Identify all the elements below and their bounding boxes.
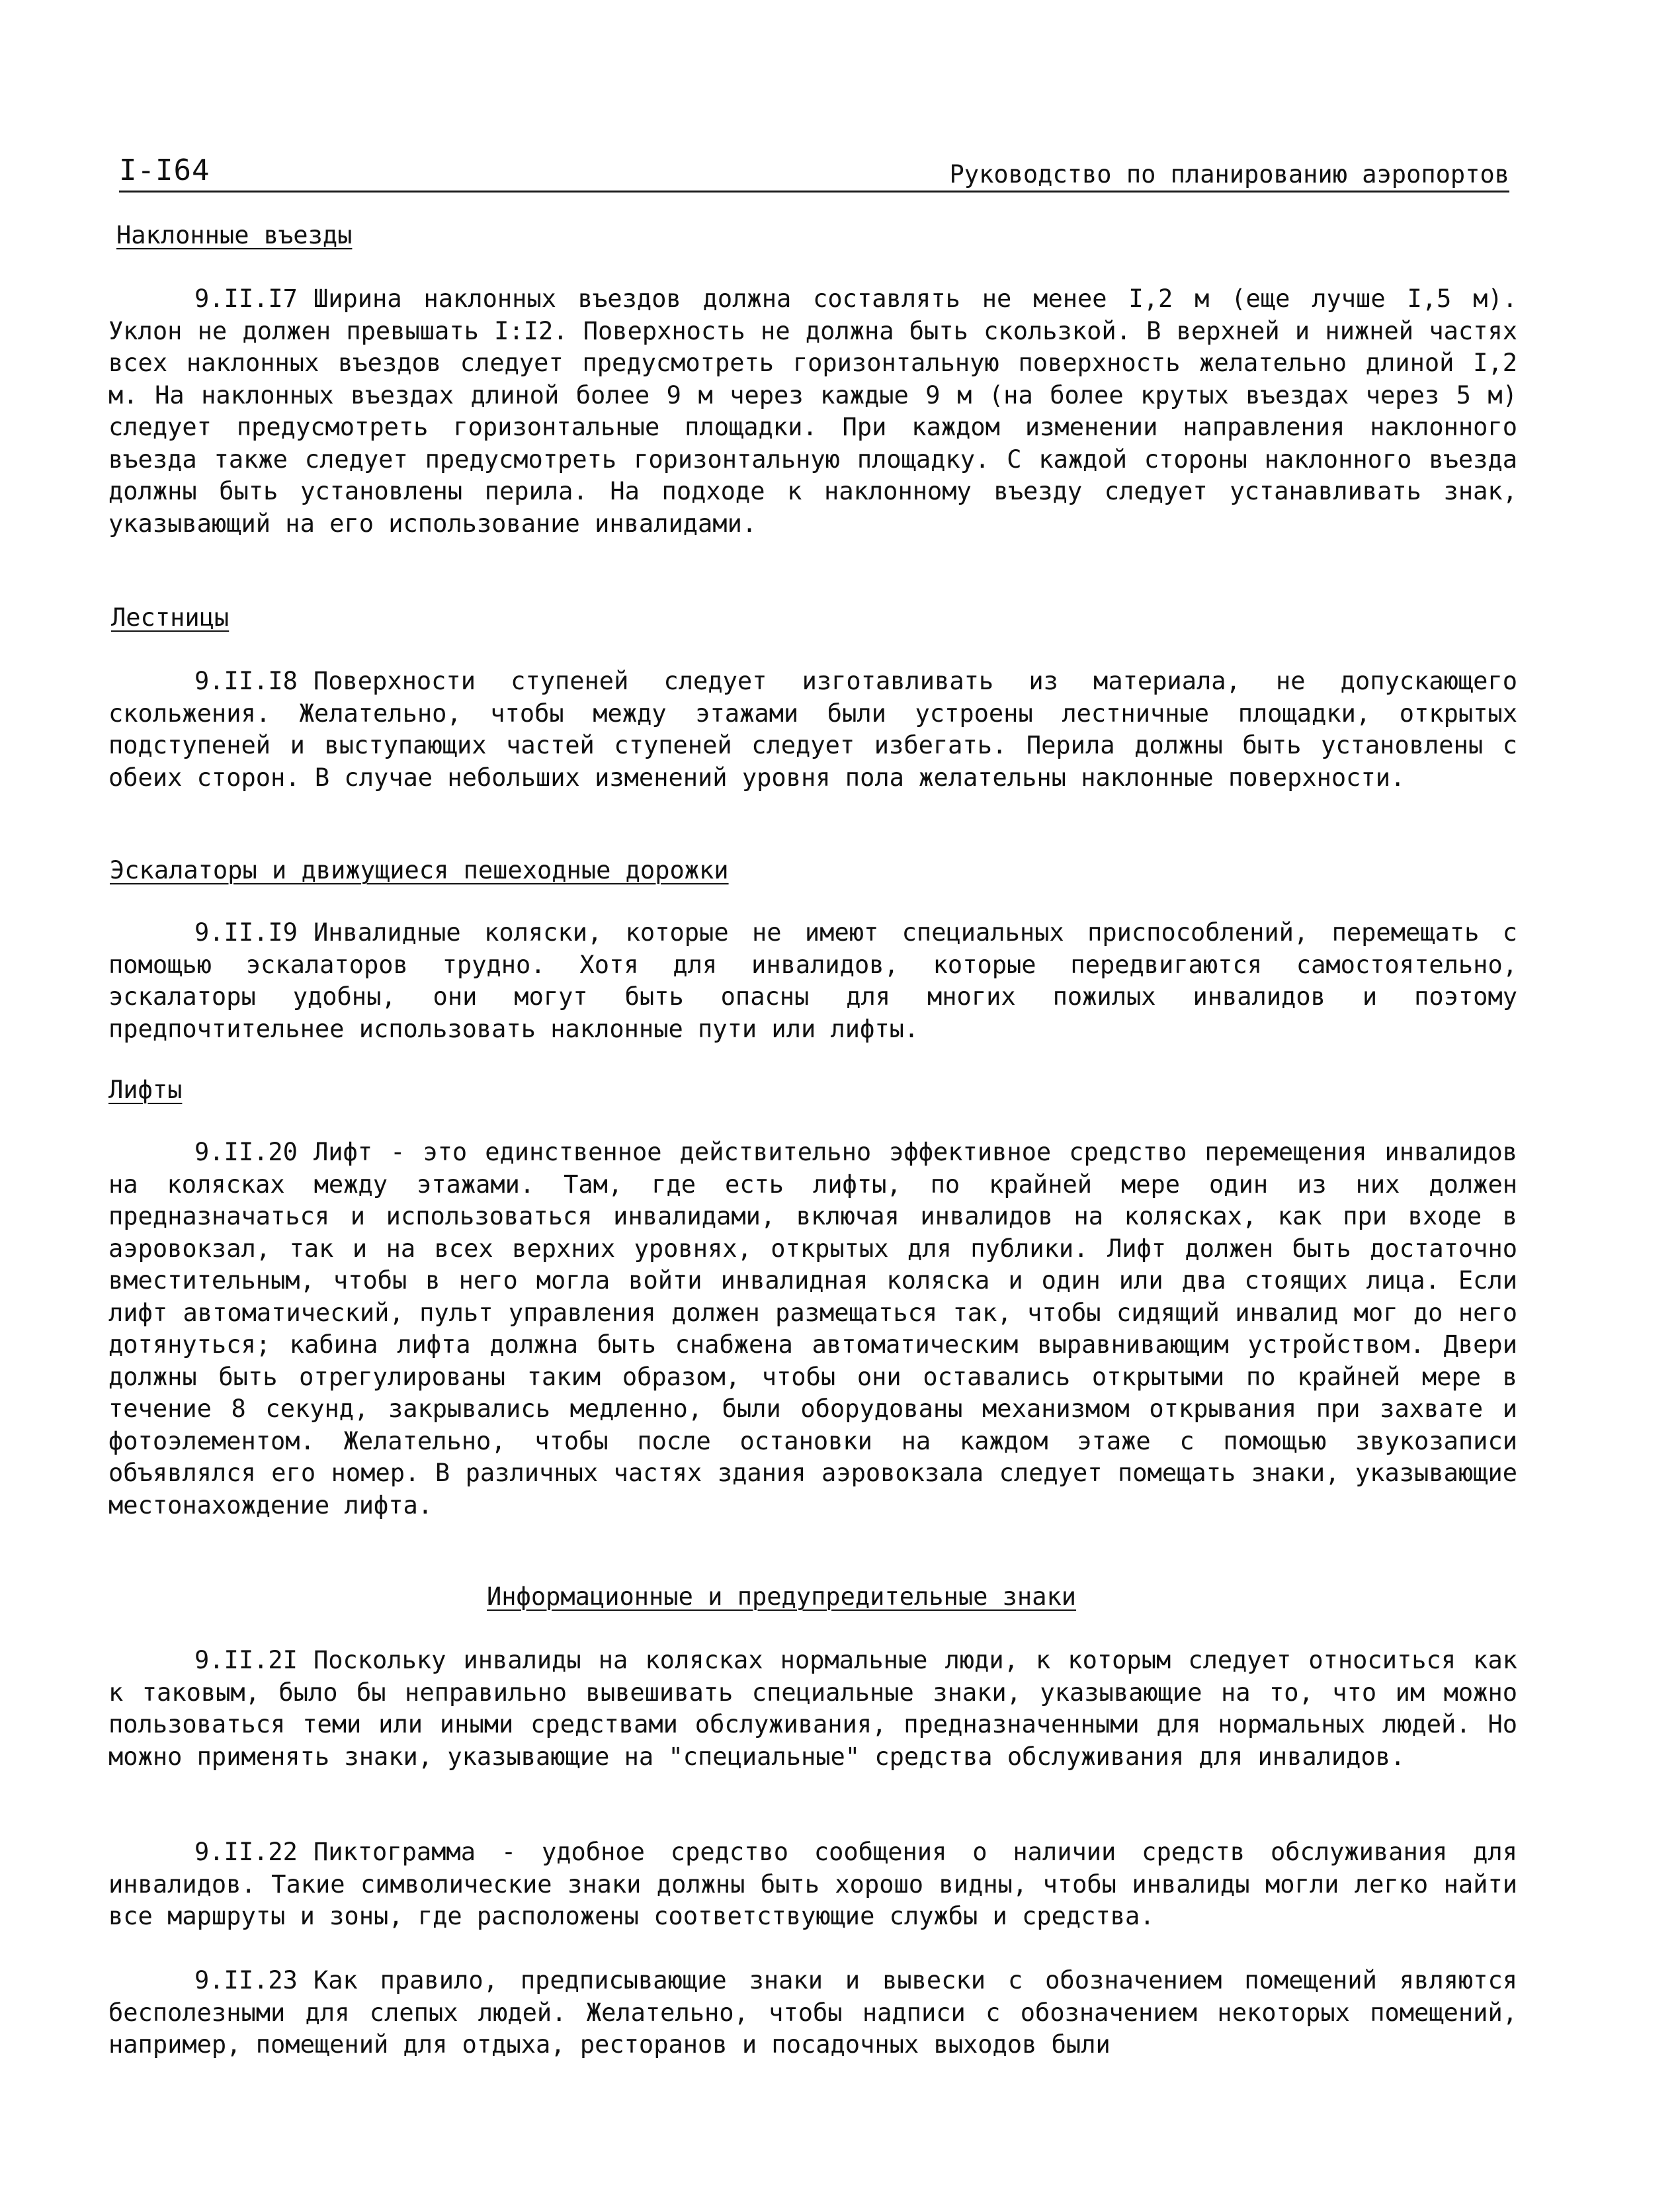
section-heading-signs: Информационные и предупредительные знаки — [487, 1582, 1077, 1611]
paragraph-text: Ширина наклонных въездов должна составлять не менее I,2 м (еще лучше I,5 м). Уклон не должен превышать I:I2. Поверхность не должна быть скользкой. В верхней и нижней частях всех наклонных въездов следует предусмотреть горизонтальную поверхность желательно длиной I,2 м. На наклонных въездах длиной более 9 м через каждые 9 м (на более крутых въездах через 5 м) следует предусмотреть горизонтальные площадки. При каждом изменении направления наклонного въезда также следует предусмотреть горизонтальную площадку. С каждой стороны наклонного въезда должны быть установлены перила. На подходе к наклонному въезду следует устанавливать знак, указывающий на его использование инвалидами. — [108, 284, 1517, 538]
paragraph-text: Лифт - это единственное действительно эффективное средство перемещения инвалидов на колясках между этажами. Там, где есть лифты, по крайней мере один из них должен предназначаться и использоваться инвалидами, включая инвалидов на колясках, как при входе в аэровокзал, так и на всех верхних уровнях, открытых для публики. Лифт должен быть достаточно вместительным, чтобы в него могла войти инвалидная коляска и один или два стоящих лица. Если лифт автоматический, пульт управления должен размещаться так, чтобы сидящий инвалид мог до него дотянуться; кабина лифта должна быть снабжена автоматическим выравнивающим устройством. Двери должны быть отрегулированы таким образом, чтобы они оставались открытыми по крайней мере в течение 8 секунд, закрывались медленно, были оборудованы механизмом открывания при захвате и фотоэлементом. Желательно, чтобы после остановки на каждом этаже с помощью звукозаписи объявлялся его номер. В различных частях здания аэровокзала следует помещать знаки, указывающие местонахождение лифта. — [108, 1138, 1517, 1520]
paragraph-9-11-20 — [108, 1136, 1517, 1522]
paragraph-9-11-22 — [108, 1836, 1517, 1933]
header-rule — [119, 191, 1509, 193]
paragraph-text: Пиктограмма - удобное средство сообщения о наличии средств обслуживания для инвалидов. Такие символические знаки должны быть хорошо видны, чтобы инвалиды могли легко найти все маршруты и зоны, где расположены соответствующие службы и средства. — [108, 1838, 1517, 1930]
paragraph-text: Поверхности ступеней следует изготавливать из материала, не допускающего скольжения. Желательно, чтобы между этажами были устроены лестничные площадки, открытых подступеней и выступающих частей ступеней следует избегать. Перила должны быть установлены с обеих сторон. В случае небольших изменений уровня пола желательны наклонные поверхности. — [108, 667, 1517, 792]
paragraph-text: Поскольку инвалиды на колясках нормальные люди, к которым следует относиться как к таковым, было бы неправильно вывешивать специальные знаки, указывающие на то, что им можно пользоваться теми или иными средствами обслуживания, предназначенными для нормальных людей. Но можно применять знаки, указывающие на "специальные" средства обслуживания для инвалидов. — [108, 1646, 1517, 1771]
paragraph-9-11-23 — [108, 1965, 1517, 2061]
paragraph-number: 9.II.22 — [194, 1838, 298, 1866]
paragraph-9-11-21 — [108, 1645, 1517, 1773]
paragraph-9-11-19 — [108, 917, 1517, 1045]
paragraph-text: Инвалидные коляски, которые не имеют специальных приспособлений, перемещать с помощью эскалаторов трудно. Хотя для инвалидов, которые передвигаются самостоятельно, эскалаторы удобны, они могут быть опасны для многих пожилых инвалидов и поэтому предпочтительнее использовать наклонные пути или лифты. — [108, 918, 1517, 1043]
paragraph-text: Как правило, предписывающие знаки и вывески с обозначением помещений являются бесполезными для слепых людей. Желательно, чтобы надписи с обозначением некоторых помещений, например, помещений для отдыха, ресторанов и посадочных выходов были — [108, 1966, 1517, 2059]
section-heading-escalators: Эскалаторы и движущиеся пешеходные дорожки — [110, 856, 729, 884]
paragraph-number: 9.II.23 — [194, 1966, 298, 1994]
section-heading-lifts: Лифты — [108, 1076, 183, 1104]
paragraph-9-11-17 — [108, 283, 1517, 540]
paragraph-number: 9.II.I9 — [194, 918, 298, 947]
paragraph-number: 9.II.I8 — [194, 667, 298, 695]
page-number: I-I64 — [119, 153, 210, 187]
paragraph-number: 9.II.I7 — [194, 284, 298, 313]
running-title: Руководство по планированию аэропортов — [949, 160, 1509, 189]
paragraph-9-11-18 — [108, 665, 1517, 794]
paragraph-number: 9.II.20 — [194, 1138, 298, 1166]
paragraph-number: 9.II.2I — [194, 1646, 298, 1674]
section-heading-ramps: Наклонные въезды — [116, 221, 353, 249]
section-heading-stairs: Лестницы — [111, 603, 230, 632]
